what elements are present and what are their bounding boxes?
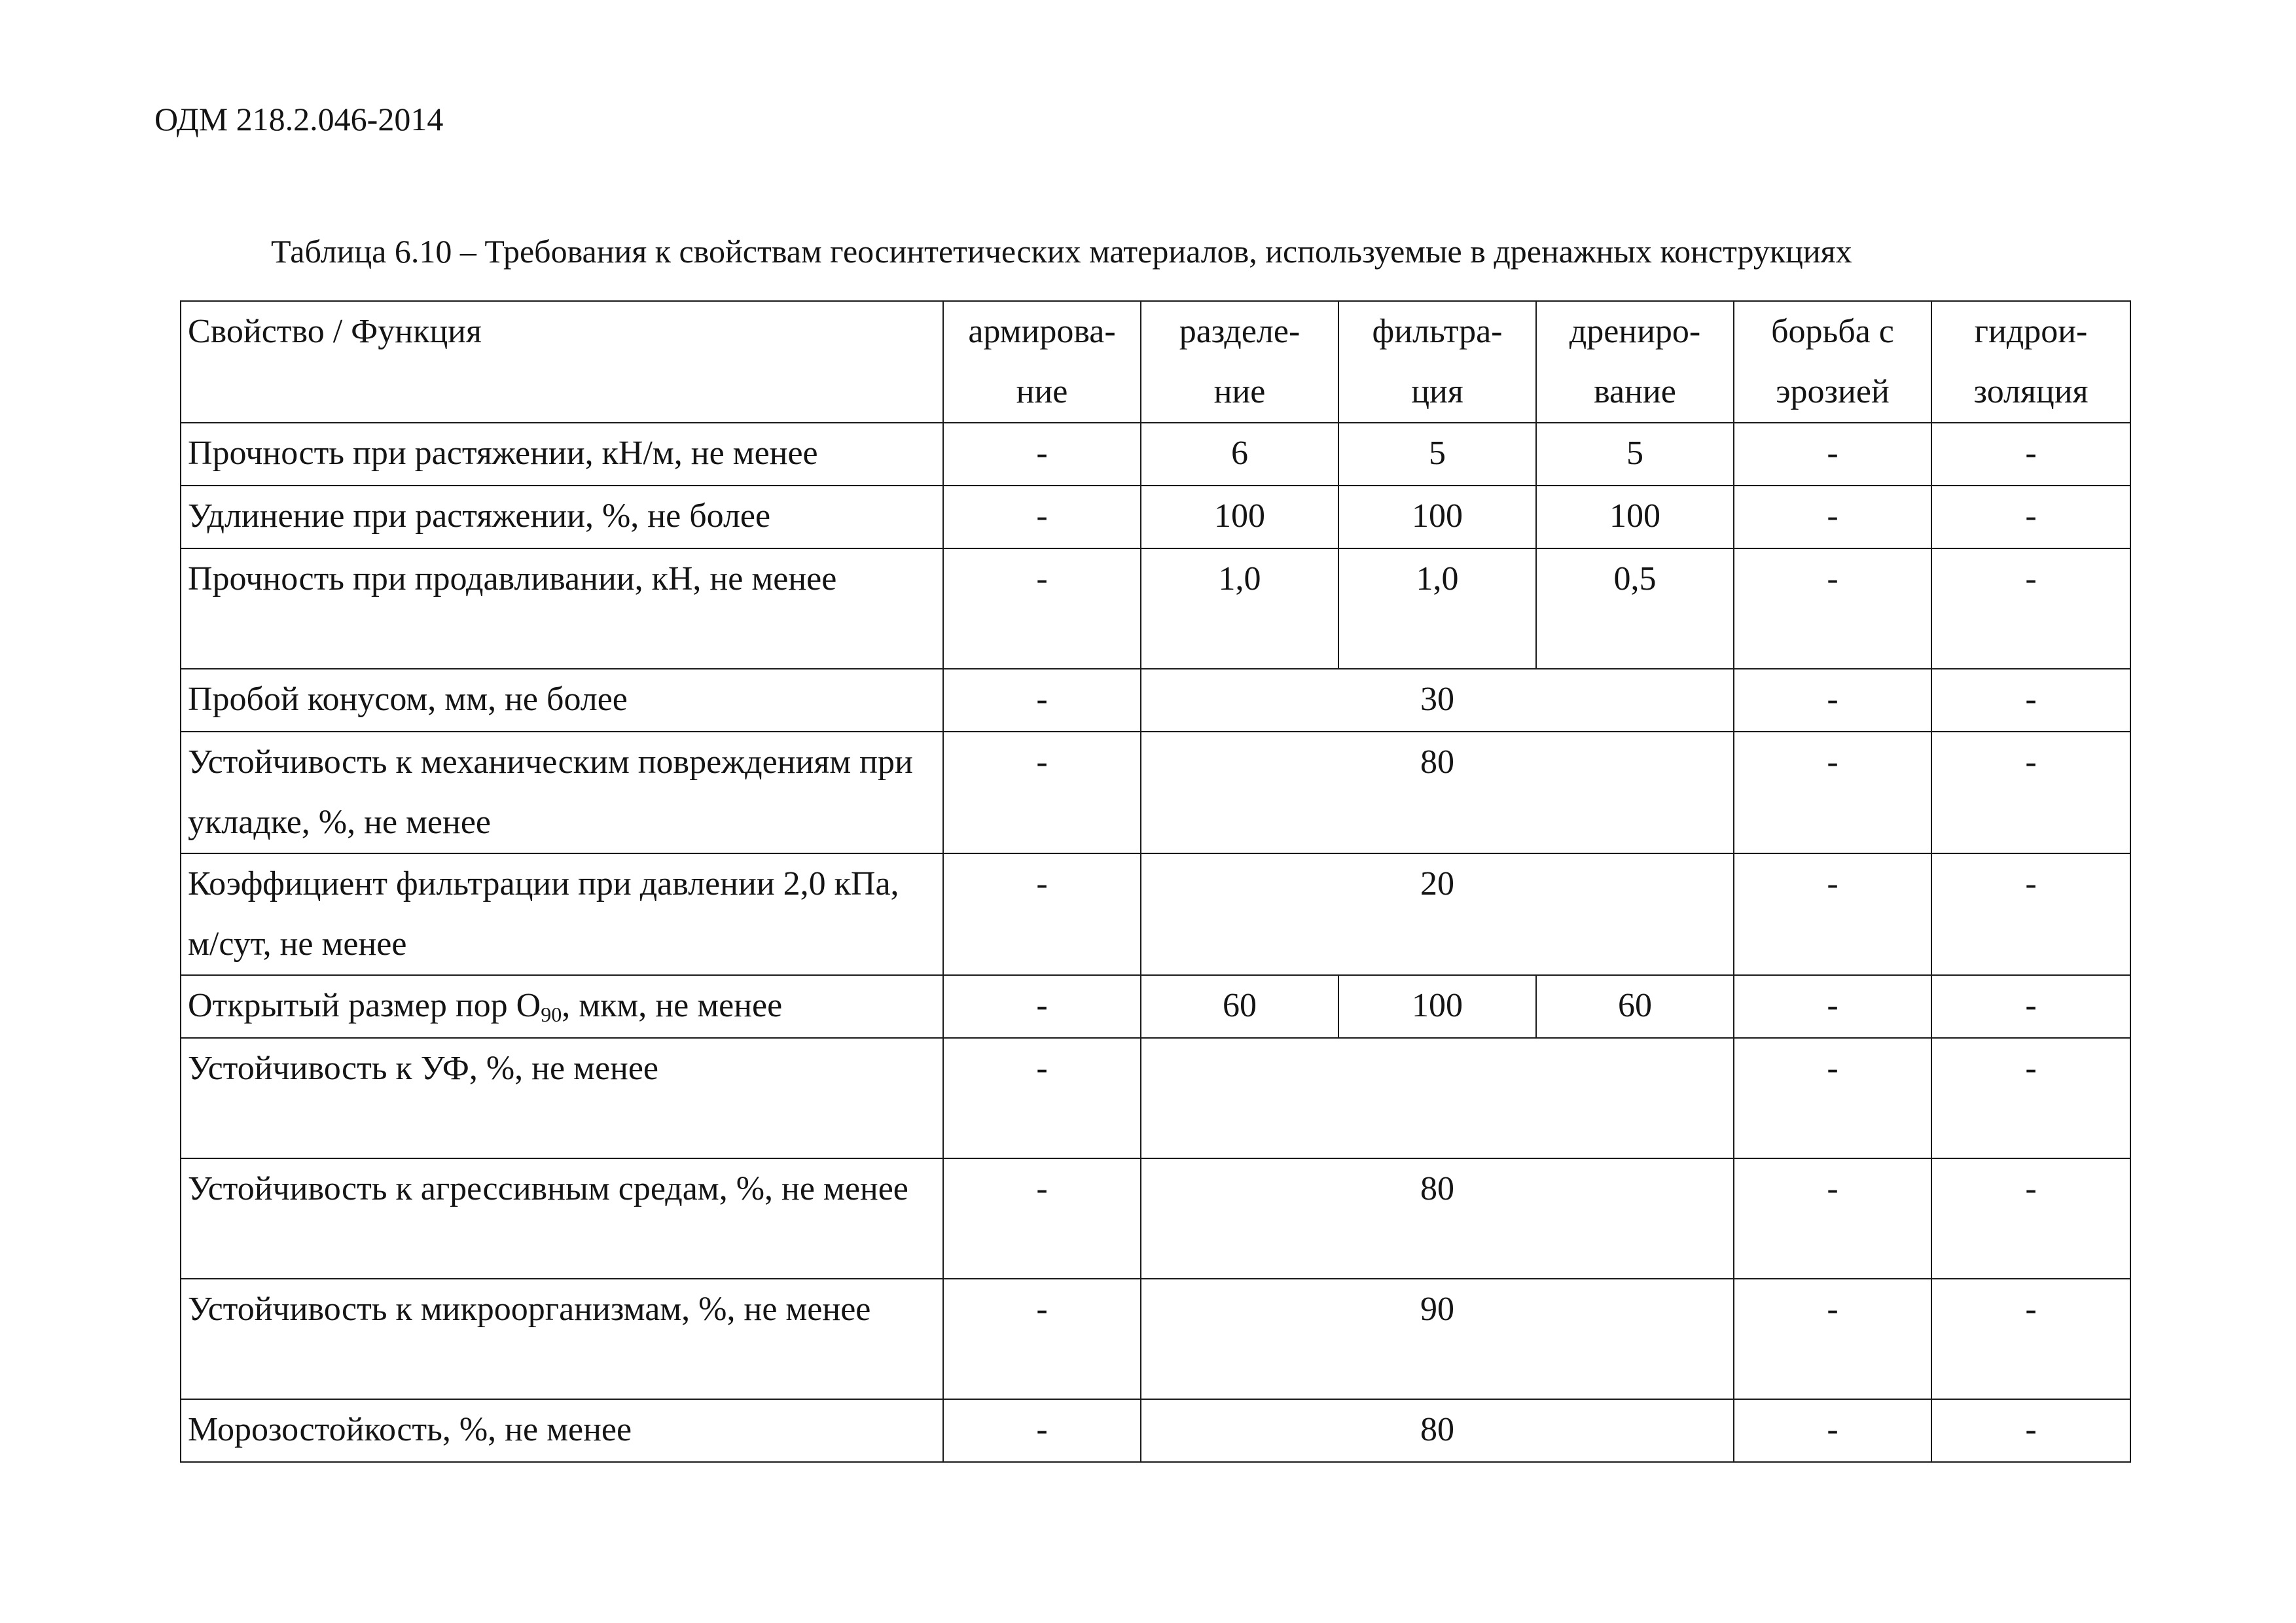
merged-value-cell: 90 xyxy=(1141,1279,1734,1399)
property-cell: Пробой конусом, мм, не более xyxy=(181,669,943,732)
header-drainage-line2: вание xyxy=(1594,373,1676,410)
merged-value-cell: 30 xyxy=(1141,669,1734,732)
value-cell: - xyxy=(943,975,1141,1038)
value-cell: - xyxy=(1931,423,2130,486)
value-cell: 1,0 xyxy=(1141,548,1338,669)
value-cell: - xyxy=(943,1158,1141,1279)
value-cell: 5 xyxy=(1536,423,1734,486)
header-filtration xyxy=(1338,301,1536,423)
document-code: ОДМ 218.2.046-2014 xyxy=(154,101,444,137)
value-cell: - xyxy=(1931,548,2130,669)
table-row xyxy=(181,1399,2130,1462)
value-cell: 5 xyxy=(1338,423,1536,486)
value-cell: - xyxy=(943,669,1141,732)
header-separation xyxy=(1141,301,1338,423)
header-separation-line2: ние xyxy=(1213,373,1266,410)
table-header-row xyxy=(181,301,2130,423)
table-caption: Таблица 6.10 – Требования к свойствам геосинтетических материалов, используемые в дренажных конструкциях xyxy=(271,233,1852,270)
value-cell: - xyxy=(1931,1399,2130,1462)
value-cell: - xyxy=(943,423,1141,486)
value-cell: 60 xyxy=(1141,975,1338,1038)
value-cell: - xyxy=(1734,1399,1931,1462)
property-cell: Прочность при растяжении, кН/м, не менее xyxy=(181,423,943,486)
property-cell: Коэффициент фильтрации при давлении 2,0 кПа, м/сут, не менее xyxy=(181,853,943,975)
merged-value-cell: 80 xyxy=(1141,1399,1734,1462)
requirements-table xyxy=(180,300,2131,1463)
value-cell: - xyxy=(1734,853,1931,975)
value-cell: - xyxy=(943,1399,1141,1462)
property-cell: Устойчивость к УФ, %, не менее xyxy=(181,1038,943,1158)
property-text-rest: , мкм, не менее xyxy=(562,987,783,1024)
merged-value-cell xyxy=(1141,1038,1734,1158)
table-row xyxy=(181,669,2130,732)
header-reinforcement xyxy=(943,301,1141,423)
value-cell: - xyxy=(1931,975,2130,1038)
merged-value-cell: 80 xyxy=(1141,1158,1734,1279)
value-cell: - xyxy=(1734,732,1931,853)
table-row xyxy=(181,853,2130,975)
value-cell: - xyxy=(943,853,1141,975)
header-separation-line1: разделе- xyxy=(1179,313,1300,350)
value-cell: - xyxy=(1931,1279,2130,1399)
value-cell: - xyxy=(1734,1158,1931,1279)
value-cell: - xyxy=(1734,669,1931,732)
table-row xyxy=(181,548,2130,669)
merged-value-cell: 80 xyxy=(1141,732,1734,853)
table-row xyxy=(181,732,2130,853)
value-cell: 0,5 xyxy=(1536,548,1734,669)
property-cell: Удлинение при растяжении, %, не более xyxy=(181,486,943,548)
value-cell: - xyxy=(1734,548,1931,669)
header-erosion-control xyxy=(1734,301,1931,423)
header-filtration-line2: ция xyxy=(1411,373,1463,410)
header-reinforcement-line1: армирова- xyxy=(968,313,1116,350)
value-cell: - xyxy=(1931,853,2130,975)
value-cell: 6 xyxy=(1141,423,1338,486)
property-cell: Устойчивость к микроорганизмам, %, не менее xyxy=(181,1279,943,1399)
property-cell: Прочность при продавливании, кН, не менее xyxy=(181,548,943,669)
value-cell: - xyxy=(1734,423,1931,486)
value-cell: 1,0 xyxy=(1338,548,1536,669)
value-cell: 100 xyxy=(1141,486,1338,548)
header-erosion-line2: эрозией xyxy=(1776,373,1890,410)
value-cell: - xyxy=(1931,1038,2130,1158)
header-property-function: Свойство / Функция xyxy=(181,301,943,423)
property-subscript: 90 xyxy=(541,1003,562,1026)
header-reinforcement-line2: ние xyxy=(1016,373,1068,410)
table-row xyxy=(181,1279,2130,1399)
property-cell: Морозостойкость, %, не менее xyxy=(181,1399,943,1462)
header-waterproofing-line2: золяция xyxy=(1973,373,2089,410)
header-erosion-line1: борьба с xyxy=(1771,313,1894,350)
table-row xyxy=(181,423,2130,486)
value-cell: - xyxy=(943,1279,1141,1399)
value-cell: - xyxy=(1931,669,2130,732)
value-cell: - xyxy=(943,486,1141,548)
header-filtration-line1: фильтра- xyxy=(1372,313,1503,350)
property-cell xyxy=(181,975,943,1038)
merged-value-cell: 20 xyxy=(1141,853,1734,975)
value-cell: - xyxy=(1734,1038,1931,1158)
value-cell: - xyxy=(1734,1279,1931,1399)
value-cell: - xyxy=(1931,1158,2130,1279)
header-waterproofing xyxy=(1931,301,2130,423)
table-row xyxy=(181,486,2130,548)
table-row xyxy=(181,975,2130,1038)
value-cell: - xyxy=(1734,975,1931,1038)
property-cell: Устойчивость к механическим повреждениям при укладке, %, не менее xyxy=(181,732,943,853)
header-drainage xyxy=(1536,301,1734,423)
property-cell: Устойчивость к агрессивным средам, %, не менее xyxy=(181,1158,943,1279)
header-drainage-line1: дрениро- xyxy=(1569,313,1701,350)
property-text: Открытый размер пор O xyxy=(188,987,541,1024)
value-cell: 60 xyxy=(1536,975,1734,1038)
value-cell: - xyxy=(943,1038,1141,1158)
header-waterproofing-line1: гидрои- xyxy=(1974,313,2088,350)
value-cell: 100 xyxy=(1338,486,1536,548)
value-cell: 100 xyxy=(1536,486,1734,548)
value-cell: - xyxy=(1931,486,2130,548)
table-row xyxy=(181,1038,2130,1158)
table-row xyxy=(181,1158,2130,1279)
value-cell: - xyxy=(1734,486,1931,548)
value-cell: - xyxy=(943,548,1141,669)
value-cell: - xyxy=(943,732,1141,853)
value-cell: 100 xyxy=(1338,975,1536,1038)
value-cell: - xyxy=(1931,732,2130,853)
